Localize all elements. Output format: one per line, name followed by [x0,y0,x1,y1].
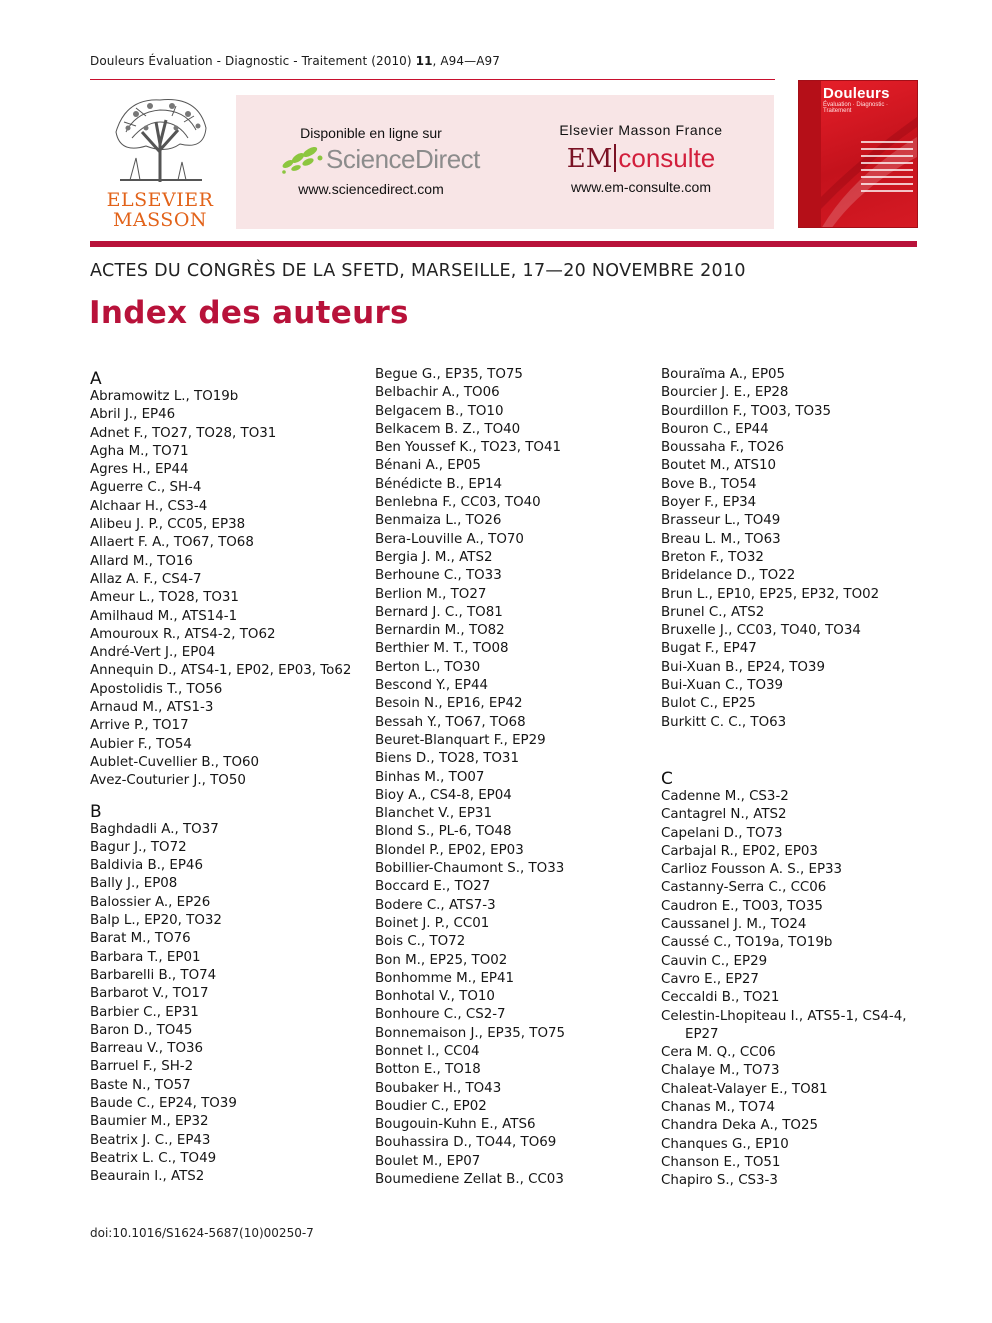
author-entry: Bonnemaison J., EP35, TO75 [375,1025,566,1041]
author-entry: Beatrix J. C., EP43 [90,1132,211,1148]
author-entry: Belgacem B., TO10 [375,403,504,419]
author-entry: Allard M., TO16 [90,553,193,569]
author-entry: Bonhomme M., EP41 [375,970,515,986]
author-entry: Bernard J. C., TO81 [375,604,503,620]
author-entry: Arrive P., TO17 [90,718,189,734]
cover-title: Douleurs [823,85,890,102]
author-entry: Bonhotal V., TO10 [375,989,495,1005]
author-entry: Arnaud M., ATS1-3 [90,700,214,716]
author-entry: Bourdillon F., TO03, TO35 [661,403,832,419]
author-entry: Baldivia B., EP46 [90,858,203,874]
author-entry: Boccard E., TO27 [375,879,491,895]
author-entry: Chanson E., TO51 [661,1154,781,1170]
sciencedirect-block[interactable] [266,95,480,229]
author-entry: Blondel P., EP02, EP03 [375,842,524,858]
author-entry: Beaurain I., ATS2 [90,1169,205,1185]
author-entry: Celestin-Lhopiteau I., ATS5-1, CS4-4, EP27 [661,1008,907,1042]
author-entry: Aubier F., TO54 [90,736,192,752]
author-entry: Ben Youssef K., TO23, TO41 [375,440,561,456]
author-entry: Chaleat-Valayer E., TO81 [661,1081,828,1097]
author-entry: Biens D., TO28, TO31 [375,751,519,767]
author-entry: Bruxelle J., CC03, TO40, TO34 [661,623,861,639]
entries-b-part3 [661,366,923,732]
author-entry: Bergia J. M., ATS2 [375,549,493,565]
author-entry: Carbajal R., EP02, EP03 [661,843,818,859]
emconsulte-wordmark-consulte: consulte [618,143,716,173]
author-entry: Bui-Xuan B., EP24, TO39 [661,659,825,675]
elsevier-tree-icon [106,92,214,184]
author-entry: Berthier M. T., TO08 [375,641,509,657]
author-entry: Chapiro S., CS3-3 [661,1173,778,1189]
journal-volume: 11 [415,54,433,68]
author-entry: Breton F., TO32 [661,549,764,565]
author-entry: Boinet J. P., CC01 [375,915,490,931]
author-entry: Caussanel J. M., TO24 [661,917,807,933]
emconsulte-url[interactable]: www.em-consulte.com [570,179,712,195]
author-entry: Bescond Y., EP44 [375,678,489,694]
author-entry: Besoin N., EP16, EP42 [375,696,523,712]
author-entry: Berlion M., TO27 [375,586,487,602]
top-rule [90,79,775,80]
header-rule [90,241,917,247]
author-entry: Barbarelli B., TO74 [90,967,217,983]
author-entry: Botton E., TO18 [375,1062,481,1078]
author-entry: Boussaha F., TO26 [661,440,785,456]
author-entry: Baste N., TO57 [90,1077,191,1093]
author-entry: Ceccaldi B., TO21 [661,990,780,1006]
author-entry: Alchaar H., CS3-4 [90,498,208,514]
author-entry: Belkacem B. Z., TO40 [375,421,521,437]
author-entry: Abril J., EP46 [90,407,176,423]
author-entry: Avez-Couturier J., TO50 [90,773,246,789]
doi[interactable]: doi:10.1016/S1624-5687(10)00250-7 [90,1226,314,1240]
author-entry: Bioy A., CS4-8, EP04 [375,787,512,803]
author-entry: Amilhaud M., ATS14-1 [90,608,238,624]
author-entry: Boubaker H., TO43 [375,1080,502,1096]
entries-b-part1 [90,821,350,1187]
author-entry: Caussé C., TO19a, TO19b [661,935,833,951]
author-entry: Barbarot V., TO17 [90,986,209,1002]
author-entry: Boumediene Zellat B., CC03 [375,1172,564,1188]
author-entry: Bon M., EP25, TO02 [375,952,508,968]
author-entry: Bouron C., EP44 [661,421,769,437]
journal-pages: , A94—A97 [432,54,501,68]
author-entry: Berhoune C., TO33 [375,568,502,584]
author-entry: Bonnet I., CC04 [375,1043,480,1059]
sciencedirect-leaf-icon [280,144,326,174]
author-entry: Chandra Deka A., TO25 [661,1118,818,1134]
author-entry: Bougouin-Kuhn E., ATS6 [375,1117,536,1133]
index-column-3 [661,366,923,1190]
letter-heading-a: A [90,369,102,389]
author-entry: Baron D., TO45 [90,1022,193,1038]
author-entry: Begue G., EP35, TO75 [375,367,523,382]
author-entry: Boutet M., ATS10 [661,458,777,474]
author-entry: Boyer F., EP34 [661,495,757,511]
author-entry: Castanny-Serra C., CC06 [661,880,827,896]
author-entry: Cera M. Q., CC06 [661,1045,776,1061]
author-entry: Balp L., EP20, TO32 [90,913,222,929]
author-entry: Brun L., EP10, EP25, EP32, TO02 [661,586,880,602]
emconsulte-separator [614,144,616,172]
author-entry: Bouraïma A., EP05 [661,367,786,382]
author-entry: Baumier M., EP32 [90,1114,209,1130]
author-entry: Belbachir A., TO06 [375,385,500,401]
author-entry: Cauvin C., EP29 [661,953,768,969]
author-entry: Berton L., TO30 [375,659,481,675]
author-entry: Cantagrel N., ATS2 [661,807,787,823]
journal-cover-thumbnail [798,80,918,228]
author-entry: Barbara T., EP01 [90,949,201,965]
author-entry: Agha M., TO71 [90,443,189,459]
letter-heading-b: B [90,801,102,822]
emconsulte-wordmark-em: EM [566,144,613,174]
author-entry: Baude C., EP24, TO39 [90,1095,237,1111]
author-entry: Allaert F. A., TO67, TO68 [90,535,254,551]
author-entry: Benmaiza L., TO26 [375,513,502,529]
journal-reference [90,54,500,68]
entries-b-part2 [375,366,645,1189]
author-entry: Annequin D., ATS4-1, EP02, EP03, To62 [90,663,352,679]
publisher-name-line2: MASSON [112,209,208,231]
author-entry: Ameur L., TO28, TO31 [90,590,239,606]
emconsulte-wordmark [567,144,715,174]
entries-a [90,388,350,791]
author-entry: Adnet F., TO27, TO28, TO31 [90,425,277,441]
author-entry: Abramowitz L., TO19b [90,389,239,404]
author-entry: Caudron E., TO03, TO35 [661,898,823,914]
author-entry: Barreau V., TO36 [90,1041,204,1057]
author-entry: Bugat F., EP47 [661,641,757,657]
journal-ref-text: Douleurs Évaluation - Diagnostic - Traitement (2010) [90,54,416,68]
author-entry: Chalaye M., TO73 [661,1063,780,1079]
author-entry: Allaz A. F., CS4-7 [90,571,202,587]
index-column-1 [90,366,350,1186]
author-entry: Beuret-Blanquart F., EP29 [375,732,546,748]
author-entry: Bulot C., EP25 [661,696,756,712]
author-entry: Blond S., PL-6, TO48 [375,824,512,840]
author-entry: Barruel F., SH-2 [90,1059,194,1075]
cover-band [799,81,821,228]
index-column-2 [375,366,645,1189]
author-entry: Bénédicte B., EP14 [375,476,503,492]
author-entry: Carlioz Fousson A. S., EP33 [661,862,843,878]
author-entry: Burkitt C. C., TO63 [661,714,787,730]
author-entry: Barbier C., EP31 [90,1004,199,1020]
author-entry: Cavro E., EP27 [661,971,759,987]
author-entry: Apostolidis T., TO56 [90,681,223,697]
author-entry: Binhas M., TO07 [375,769,485,785]
author-entry: Bally J., EP08 [90,876,178,892]
author-entry: Brunel C., ATS2 [661,604,765,620]
emconsulte-caption: Elsevier Masson France [559,122,723,138]
author-entry: Bobillier-Chaumont S., TO33 [375,861,565,877]
author-entry: André-Vert J., EP04 [90,645,216,661]
author-entry: Bessah Y., TO67, TO68 [375,714,526,730]
author-entry: Bénani A., EP05 [375,458,481,474]
author-entry: Boudier C., EP02 [375,1098,487,1114]
author-entry: Bera-Louville A., TO70 [375,531,524,547]
author-entry: Cadenne M., CS3-2 [661,788,789,804]
author-entry: Beatrix L. C., TO49 [90,1150,217,1166]
author-entry: Balossier A., EP26 [90,894,211,910]
letter-heading-c: C [661,768,673,789]
author-entry: Blanchet V., EP31 [375,806,492,822]
author-entry: Bridelance D., TO22 [661,568,796,584]
author-entry: Bernardin M., TO82 [375,623,505,639]
author-entry: Alibeu J. P., CC05, EP38 [90,517,246,533]
author-entry: Chanques G., EP10 [661,1136,789,1152]
sciencedirect-caption: Disponible en ligne sur [300,125,442,141]
author-entry: Bui-Xuan C., TO39 [661,678,784,694]
author-entry: Bourcier J. E., EP28 [661,385,789,401]
author-entry: Boulet M., EP07 [375,1153,481,1169]
author-entry: Aguerre C., SH-4 [90,480,202,496]
author-entry: Amouroux R., ATS4-2, TO62 [90,626,276,642]
entries-c [661,788,923,1191]
author-entry: Bouhassira D., TO44, TO69 [375,1135,557,1151]
publisher-logo [90,92,230,232]
emconsulte-logo [536,143,746,177]
author-entry: Chanas M., TO74 [661,1099,776,1115]
author-entry: Benlebna F., CC03, TO40 [375,495,541,511]
author-entry: Barat M., TO76 [90,931,191,947]
online-access-banner [236,95,774,229]
author-entry: Bonhoure C., CS2-7 [375,1007,506,1023]
author-entry: Baghdadli A., TO37 [90,821,219,837]
cover-subtitle: Évaluation · Diagnostic · Traitement [823,102,889,114]
author-entry: Breau L. M., TO63 [661,531,781,547]
author-entry: Aublet-Cuvellier B., TO60 [90,754,260,770]
sciencedirect-url[interactable]: www.sciencedirect.com [298,181,444,197]
author-entry: Bodere C., ATS7-3 [375,897,496,913]
sciencedirect-wordmark: ScienceDirect [326,144,480,174]
author-entry: Brasseur L., TO49 [661,513,781,529]
cover-contents-lines [861,141,913,197]
index-title: Index des auteurs [89,295,409,331]
sciencedirect-logo [266,142,480,176]
congress-title: ACTES DU CONGRÈS DE LA SFETD, MARSEILLE, 17—20 NOVEMBRE 2010 [90,261,746,281]
author-entry: Bois C., TO72 [375,934,466,950]
publisher-name-line1: ELSEVIER [106,189,214,211]
emconsulte-block[interactable] [536,95,746,229]
author-entry: Bagur J., TO72 [90,839,187,855]
author-entry: Agres H., EP44 [90,462,189,478]
author-entry: Bove B., TO54 [661,476,757,492]
author-entry: Capelani D., TO73 [661,825,783,841]
